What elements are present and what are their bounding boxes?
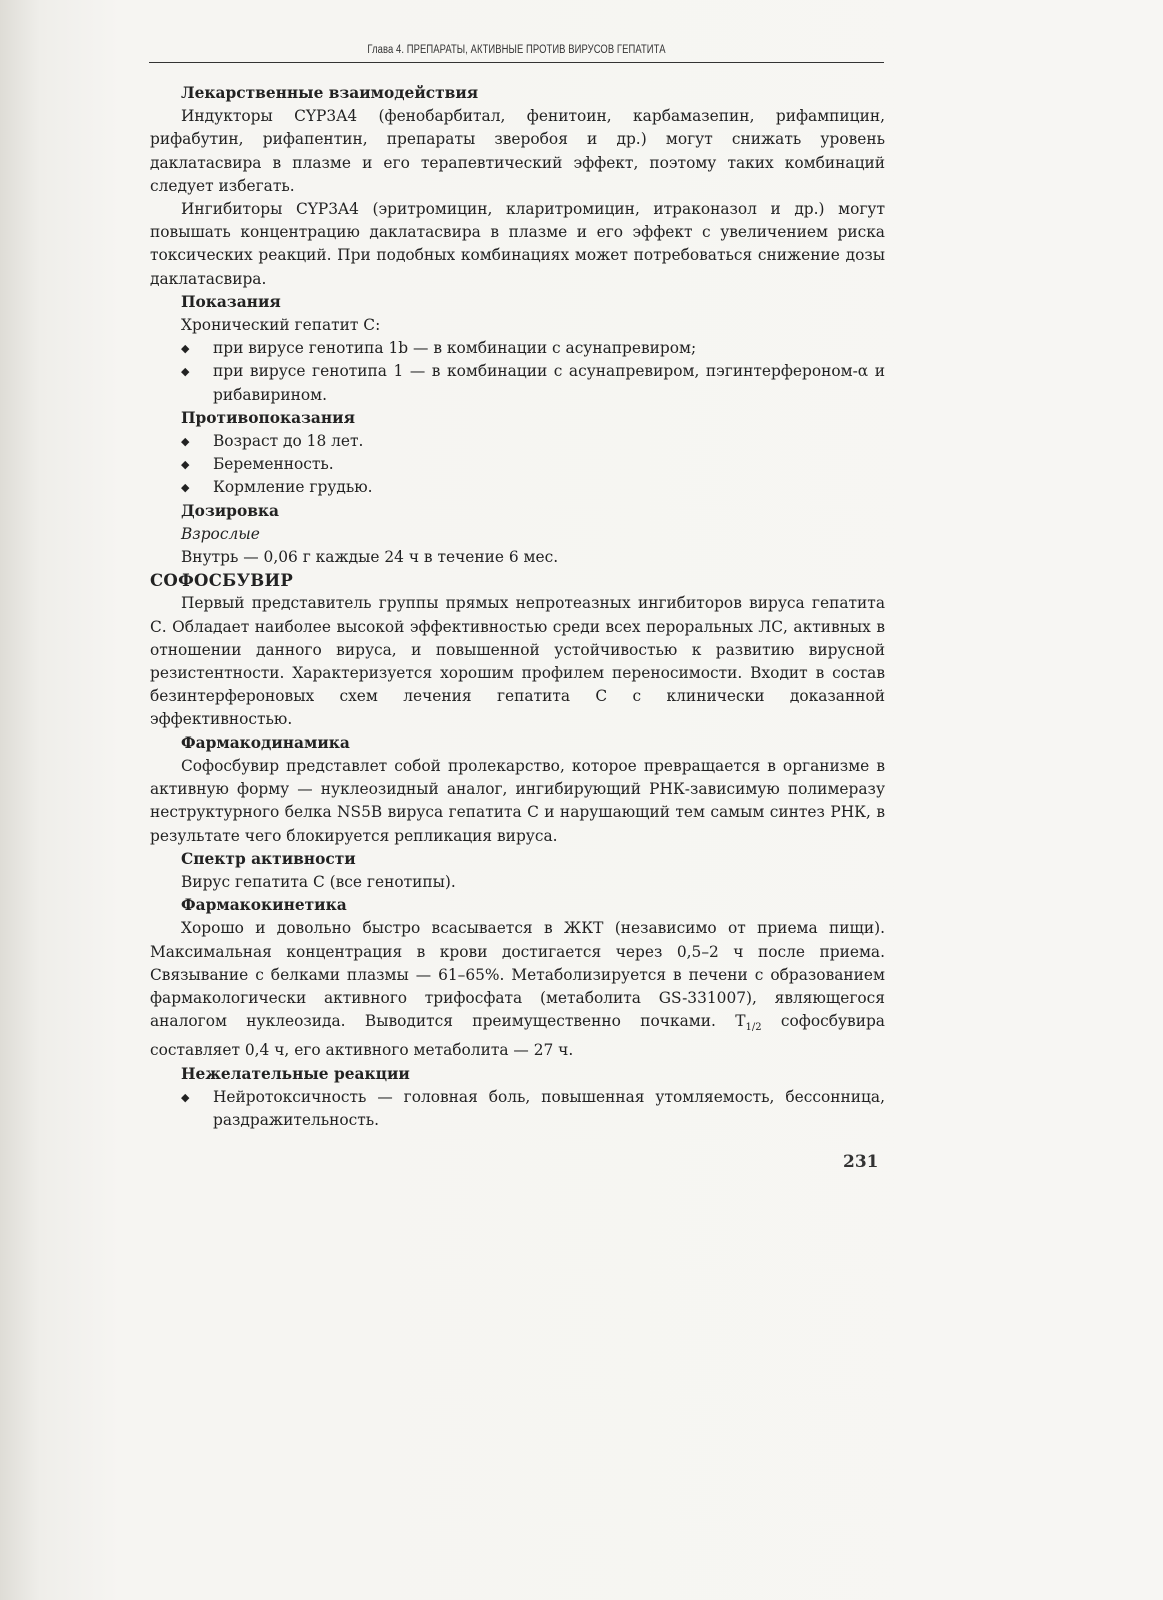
section-heading: Нежелательные реакции [181, 1064, 410, 1083]
drug-title: СОФОСБУВИР [150, 571, 294, 591]
bullet-icon: ◆ [181, 1090, 190, 1104]
bullet-icon: ◆ [181, 365, 190, 379]
section-heading: Противопоказания [181, 408, 355, 427]
bullet-icon: ◆ [181, 342, 190, 356]
list-item: ◆ Возраст до 18 лет. [150, 430, 885, 453]
list-item: ◆ Нейротоксичность — головная боль, повышенная утомляемость, бессонница, раздражительность. [181, 1087, 885, 1130]
bullet-list [150, 430, 885, 500]
bullet-icon: ◆ [181, 481, 190, 495]
running-head: Глава 4. ПРЕПАРАТЫ, АКТИВНЫЕ ПРОТИВ ВИРУСОВ ГЕПАТИТА [367, 44, 666, 56]
section-heading: Дозировка [181, 501, 279, 520]
paragraph: Софосбувир представлет собой пролекарство, которое превращается в организме в активную форму — нуклеозидный аналог, ингибирующий РНК-зависимую полимеразу неструктурного белка NS5B вируса гепатита С и нарушающий тем самым синтез РНК, в результате чего блокируется репликация вируса. [150, 756, 885, 845]
section-heading: Лекарственные взаимодействия [181, 84, 479, 102]
paragraph: Внутрь — 0,06 г каждые 24 ч в течение 6 мес. [181, 548, 559, 567]
section-heading: Спектр активности [181, 849, 356, 868]
paragraph: Хронический гепатит С: [181, 316, 381, 335]
bullet-icon: ◆ [181, 458, 190, 472]
paragraph: Ингибиторы CYP3A4 (эритромицин, кларитромицин, итраконазол и др.) могут повышать концентрацию даклатасвира в плазме и его эффект с увеличением риска токсических реакций. При подобных комбинациях может потребоваться снижение дозы даклатасвира. [150, 200, 885, 288]
paragraph: Индукторы CYP3A4 (фенобарбитал, фенитоин, карбамазепин, рифампицин, рифабутин, рифапентин, препараты зверобоя и др.) могут снижать уровень даклатасвира в плазме и его терапевтический эффект, поэтому таких комбинаций следует избегать. [150, 107, 885, 195]
paragraph: Хорошо и довольно быстро всасывается в ЖКТ (независимо от приема пищи). Максимальная концентрация в крови достигается через 0,5–2 ч после приема. Связывание с белками плазмы — 61–65%. Метаболизируется в печени с образованием фармакологически активного трифосфата (метаболита GS-331007), являющегося аналогом нуклеозида. Выводится преимущественно почками. $T_{1/2}$ софосбувира составляет 0,4 ч, его активного метаболита — 27 ч. [150, 919, 885, 1060]
list-item: ◆ Кормление грудью. [150, 476, 885, 499]
section-heading: Фармакодинамика [181, 733, 350, 752]
paragraph: Вирус гепатита С (все генотипы). [181, 872, 456, 891]
header-rule [149, 62, 884, 63]
page-number: 231 [843, 1152, 879, 1172]
section-heading: Показания [181, 292, 281, 311]
paragraph: Первый представитель группы прямых непротеазных ингибиторов вируса гепатита С. Обладает наиболее высокой эффективностью среди всех пероральных ЛС, активных в отношении данного вируса, и повышенной устойчивостью к развитию вирусной резистентности. Характеризуется хорошим профилем переносимости. Входит в состав безинтерфероновых схем лечения гепатита С с клинически доказанной эффективностью. [150, 594, 885, 729]
list-item: ◆ при вирусе генотипа 1b — в комбинации с асунапревиром; [150, 337, 885, 360]
list-item: ◆ при вирусе генотипа 1 — в комбинации с асунапревиром, пэгинтерфероном-α и рибавирином. [181, 362, 885, 404]
list-item: ◆ Беременность. [150, 453, 885, 476]
page-body [150, 82, 885, 1132]
section-heading: Фармакокинетика [181, 896, 347, 915]
dosage-group: Взрослые [181, 524, 260, 543]
bullet-list [150, 1086, 885, 1132]
bullet-icon: ◆ [181, 435, 190, 449]
bullet-list [150, 337, 885, 407]
